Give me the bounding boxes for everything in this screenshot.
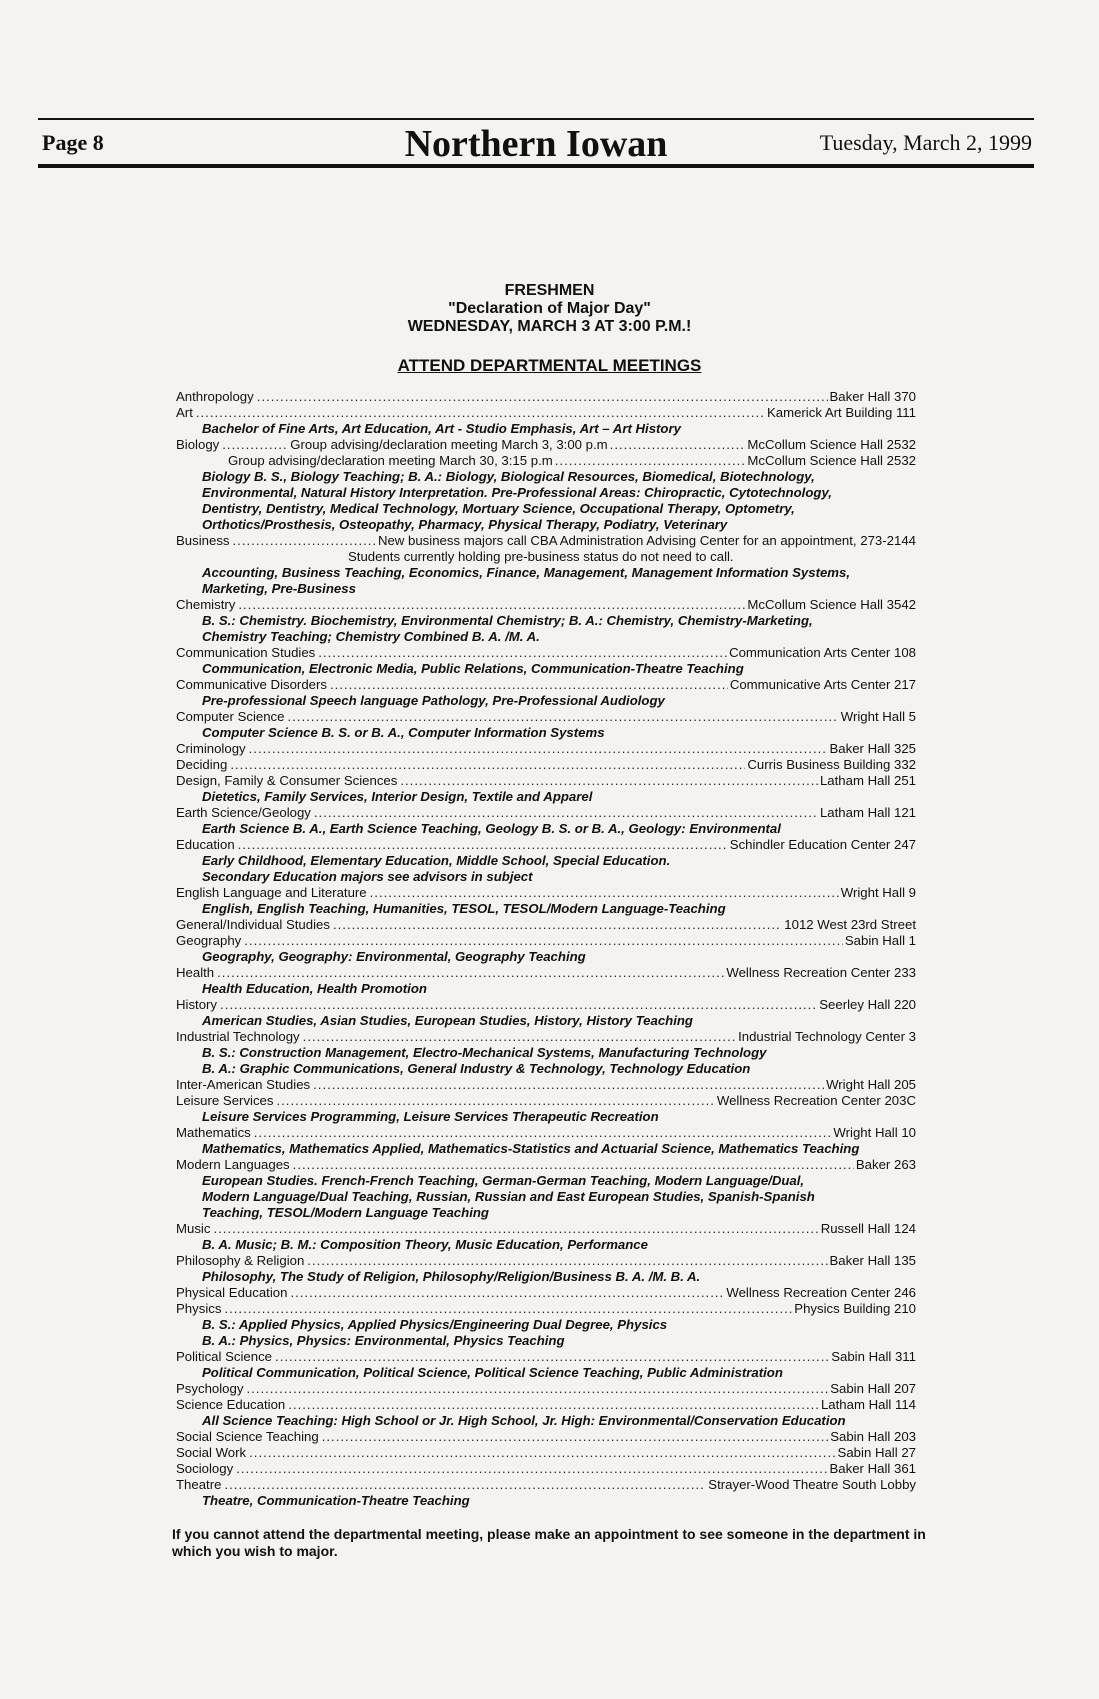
department-name: Philosophy & Religion: [176, 1253, 305, 1268]
department-name: Computer Science: [176, 709, 285, 724]
department-row: [176, 709, 916, 725]
dot-leader: [224, 1477, 706, 1493]
department-location: Kamerick Art Building 111: [766, 405, 916, 420]
program-list: English, English Teaching, Humanities, TESOL, TESOL/Modern Language-Teaching: [202, 901, 726, 916]
dot-leader: [555, 453, 746, 469]
dot-leader: [288, 1397, 819, 1413]
department-row: [176, 885, 916, 901]
dot-leader: [276, 1093, 714, 1109]
department-name: Business: [176, 533, 230, 548]
program-list: B. A. Music; B. M.: Composition Theory, Music Education, Performance: [202, 1237, 648, 1252]
program-list: Computer Science B. S. or B. A., Computer Information Systems: [202, 725, 605, 740]
program-list: Bachelor of Fine Arts, Art Education, Art - Studio Emphasis, Art – Art History: [202, 421, 681, 436]
program-list: B. A.: Graphic Communications, General Industry & Technology, Technology Education: [202, 1061, 751, 1076]
program-list: Theatre, Communication-Theatre Teaching: [202, 1493, 470, 1508]
meeting-note: Group advising/declaration meeting March 3, 3:00 p.m: [290, 437, 608, 452]
department-location: Physics Building 210: [794, 1301, 916, 1316]
program-list: Communication, Electronic Media, Public Relations, Communication-Theatre Teaching: [202, 661, 744, 676]
department-name: Health: [176, 965, 215, 980]
dot-leader: [370, 885, 839, 901]
department-name: Physical Education: [176, 1285, 288, 1300]
program-list: Earth Science B. A., Earth Science Teaching, Geology B. S. or B. A., Geology: Environmental: [202, 821, 781, 836]
department-name: Earth Science/Geology: [176, 805, 311, 820]
department-name: Theatre: [176, 1477, 222, 1492]
meeting-note: Group advising/declaration meeting March 30, 3:15 p.m: [228, 453, 553, 468]
dot-leader: [249, 1445, 835, 1461]
department-location: Russell Hall 124: [820, 1221, 916, 1236]
program-list: Health Education, Health Promotion: [202, 981, 427, 996]
department-location: Wright Hall 205: [826, 1077, 916, 1092]
dot-leader: [333, 917, 782, 933]
department-row: [176, 1349, 916, 1365]
department-name: Psychology: [176, 1381, 244, 1396]
department-row: [176, 1445, 916, 1461]
department-row: [176, 405, 916, 421]
department-location: Baker Hall 370: [829, 389, 916, 404]
dot-leader: [224, 1301, 792, 1317]
department-location: McCollum Science Hall 3542: [747, 597, 916, 612]
dot-leader: [244, 933, 843, 949]
program-list: B. S.: Applied Physics, Applied Physics/Engineering Dual Degree, Physics: [202, 1317, 668, 1332]
department-location: Latham Hall 121: [819, 805, 916, 820]
department-row: [176, 1029, 916, 1045]
department-location: Schindler Education Center 247: [729, 837, 916, 852]
heading-date-time: WEDNESDAY, MARCH 3 AT 3:00 P.M.!: [407, 318, 692, 335]
program-list: Pre-professional Speech language Pathology, Pre-Professional Audiology: [202, 693, 665, 708]
department-location: Sabin Hall 203: [830, 1429, 916, 1444]
department-name: Communicative Disorders: [176, 677, 327, 692]
department-name: Music: [176, 1221, 211, 1236]
dot-leader: [233, 533, 376, 549]
dot-leader: [257, 389, 828, 405]
department-name: Education: [176, 837, 235, 852]
department-list: [176, 389, 916, 1509]
department-name: Physics: [176, 1301, 222, 1316]
program-list: B. S.: Chemistry. Biochemistry, Environmental Chemistry; B. A.: Chemistry, Chemistry-Marketing,: [202, 613, 813, 628]
department-location: Wright Hall 5: [840, 709, 916, 724]
department-location: Latham Hall 114: [820, 1397, 916, 1412]
department-name: Mathematics: [176, 1125, 251, 1140]
department-location: Sabin Hall 27: [837, 1445, 916, 1460]
program-list: Accounting, Business Teaching, Economics, Finance, Management, Management Information Systems,: [202, 565, 851, 580]
department-location: New business majors call CBA Administration Advising Center for an appointment, 273-2144: [377, 533, 916, 548]
dot-leader: [249, 741, 828, 757]
program-list: B. A.: Physics, Physics: Environmental, Physics Teaching: [202, 1333, 565, 1348]
department-name: Communication Studies: [176, 645, 316, 660]
issue-date: Tuesday, March 2, 1999: [819, 130, 1032, 155]
department-row: [176, 1253, 916, 1269]
dot-leader: [318, 645, 727, 661]
program-list: European Studies. French-French Teaching, German-German Teaching, Modern Language/Dual,: [202, 1173, 805, 1188]
footer-note: If you cannot attend the departmental meeting, please make an appointment to see someone in the department in which you wish to major.: [172, 1526, 926, 1559]
program-list: Marketing, Pre-Business: [202, 581, 356, 596]
department-location: Sabin Hall 1: [844, 933, 916, 948]
department-location: Baker 263: [855, 1157, 916, 1172]
department-row: [176, 1285, 916, 1301]
dot-leader: [314, 805, 818, 821]
department-location: Wright Hall 10: [833, 1125, 916, 1140]
dot-leader: [222, 437, 288, 453]
department-location: Communicative Arts Center 217: [729, 677, 916, 692]
dot-leader: [213, 1221, 818, 1237]
program-list: Modern Language/Dual Teaching, Russian, Russian and East European Studies, Spanish-Spanish: [202, 1189, 815, 1204]
department-row: [176, 1301, 916, 1317]
department-row: [176, 533, 916, 549]
masthead: [38, 118, 1034, 168]
program-list: American Studies, Asian Studies, European Studies, History, History Teaching: [202, 1013, 693, 1028]
dot-leader: [220, 997, 817, 1013]
program-list: Political Communication, Political Science, Political Science Teaching, Public Administration: [202, 1365, 783, 1380]
program-list: B. S.: Construction Management, Electro-Mechanical Systems, Manufacturing Technology: [202, 1045, 767, 1060]
department-row: [176, 1093, 916, 1109]
program-list: Environmental, Natural History Interpretation. Pre-Professional Areas: Chiropractic, Cytotechnology,: [202, 485, 832, 500]
department-location: Industrial Technology Center 3: [738, 1029, 916, 1044]
department-row: [176, 933, 916, 949]
department-row: [176, 645, 916, 661]
department-row: [176, 597, 916, 613]
dot-leader: [217, 965, 724, 981]
department-location: Curris Business Building 332: [747, 757, 916, 772]
department-name: Social Science Teaching: [176, 1429, 319, 1444]
program-list: Orthotics/Prosthesis, Osteopathy, Pharmacy, Physical Therapy, Podiatry, Veterinary: [202, 517, 728, 532]
dot-leader: [238, 837, 728, 853]
department-row: [176, 773, 916, 789]
department-name: Anthropology: [176, 389, 254, 404]
business-note: Students currently holding pre-business status do not need to call.: [348, 549, 734, 564]
department-name: Leisure Services: [176, 1093, 274, 1108]
department-name: Sociology: [176, 1461, 234, 1476]
department-row: [176, 677, 916, 693]
department-name: Industrial Technology: [176, 1029, 300, 1044]
program-list: Geography, Geography: Environmental, Geography Teaching: [202, 949, 586, 964]
department-location: Latham Hall 251: [819, 773, 916, 788]
program-list: All Science Teaching: High School or Jr. High School, Jr. High: Environmental/Conservation Education: [202, 1413, 846, 1428]
department-name: Inter-American Studies: [176, 1077, 311, 1092]
department-location: Wellness Recreation Center 203C: [716, 1093, 916, 1108]
department-row: [176, 965, 916, 981]
department-name: Design, Family & Consumer Sciences: [176, 773, 398, 788]
department-name: Criminology: [176, 741, 246, 756]
department-name: Art: [176, 405, 193, 420]
dot-leader: [196, 405, 765, 421]
dot-leader: [246, 1381, 828, 1397]
dot-leader: [400, 773, 818, 789]
dot-leader: [313, 1077, 824, 1093]
department-location: McCollum Science Hall 2532: [747, 437, 916, 452]
department-row: [176, 1397, 916, 1413]
department-location: Sabin Hall 311: [831, 1349, 916, 1364]
department-name: Science Education: [176, 1397, 286, 1412]
department-row: [176, 757, 916, 773]
program-list: Mathematics, Mathematics Applied, Mathematics-Statistics and Actuarial Science, Mathematics Teaching: [202, 1141, 860, 1156]
department-name: Biology: [176, 437, 220, 452]
department-location: Communication Arts Center 108: [729, 645, 916, 660]
program-list: Teaching, TESOL/Modern Language Teaching: [202, 1205, 489, 1220]
department-location: Baker Hall 135: [829, 1253, 916, 1268]
department-row: [176, 1157, 916, 1173]
department-row: [176, 1077, 916, 1093]
department-row: [176, 1429, 916, 1445]
department-name: English Language and Literature: [176, 885, 367, 900]
department-location: McCollum Science Hall 2532: [747, 453, 916, 468]
department-row: [176, 837, 916, 853]
department-row: [176, 437, 916, 453]
department-row: [176, 997, 916, 1013]
department-location: Wellness Recreation Center 233: [726, 965, 916, 980]
newspaper-title: Northern Iowan: [404, 123, 668, 165]
dot-leader: [287, 709, 838, 725]
dot-leader: [322, 1429, 829, 1445]
program-list: Secondary Education majors see advisors in subject: [202, 869, 533, 884]
department-name: History: [176, 997, 218, 1012]
program-list: Philosophy, The Study of Religion, Philosophy/Religion/Business B. A. /M. B. A.: [202, 1269, 701, 1284]
heading-event-name: "Declaration of Major Day": [448, 300, 651, 317]
program-list: Biology B. S., Biology Teaching; B. A.: Biology, Biological Resources, Biomedical, Biotechnology,: [202, 469, 815, 484]
department-row: [176, 1221, 916, 1237]
department-row: [176, 741, 916, 757]
dot-leader: [610, 437, 746, 453]
program-list: Leisure Services Programming, Leisure Services Therapeutic Recreation: [202, 1109, 659, 1124]
department-location: Strayer-Wood Theatre South Lobby: [708, 1477, 916, 1492]
dot-leader: [303, 1029, 736, 1045]
department-name: Political Science: [176, 1349, 273, 1364]
department-row: [176, 805, 916, 821]
department-location: Baker Hall 325: [829, 741, 916, 756]
department-location: Wright Hall 9: [840, 885, 916, 900]
dot-leader: [307, 1253, 827, 1269]
department-name: Chemistry: [176, 597, 236, 612]
department-row: [176, 389, 916, 405]
department-name: Geography: [176, 933, 242, 948]
program-list: Chemistry Teaching; Chemistry Combined B. A. /M. A.: [202, 629, 540, 644]
heading-freshmen: FRESHMEN: [504, 282, 595, 299]
department-row: [176, 1381, 916, 1397]
department-location: Sabin Hall 207: [830, 1381, 916, 1396]
department-row: [176, 1125, 916, 1141]
dot-leader: [230, 757, 745, 773]
department-name: General/Individual Studies: [176, 917, 330, 932]
program-list: Early Childhood, Elementary Education, Middle School, Special Education.: [202, 853, 671, 868]
page-number: Page 8: [42, 130, 104, 155]
dot-leader: [293, 1157, 854, 1173]
dot-leader: [238, 597, 745, 613]
department-row: [176, 453, 916, 469]
department-name: Social Work: [176, 1445, 247, 1460]
department-location: Wellness Recreation Center 246: [726, 1285, 916, 1300]
department-row: [176, 1461, 916, 1477]
department-name: Deciding: [176, 757, 228, 772]
program-list: Dentistry, Dentistry, Medical Technology, Mortuary Science, Occupational Therapy, Optometry,: [202, 501, 795, 516]
dot-leader: [290, 1285, 724, 1301]
department-location: Baker Hall 361: [829, 1461, 916, 1476]
dot-leader: [330, 677, 728, 693]
program-list: Dietetics, Family Services, Interior Design, Textile and Apparel: [202, 789, 593, 804]
department-row: [176, 1477, 916, 1493]
dot-leader: [236, 1461, 827, 1477]
department-location: 1012 West 23rd Street: [784, 917, 916, 932]
department-row: [176, 917, 916, 933]
department-location: Seerley Hall 220: [819, 997, 916, 1012]
department-name: Modern Languages: [176, 1157, 290, 1172]
heading-attend: ATTEND DEPARTMENTAL MEETINGS: [397, 356, 702, 375]
dot-leader: [254, 1125, 832, 1141]
dot-leader: [275, 1349, 829, 1365]
